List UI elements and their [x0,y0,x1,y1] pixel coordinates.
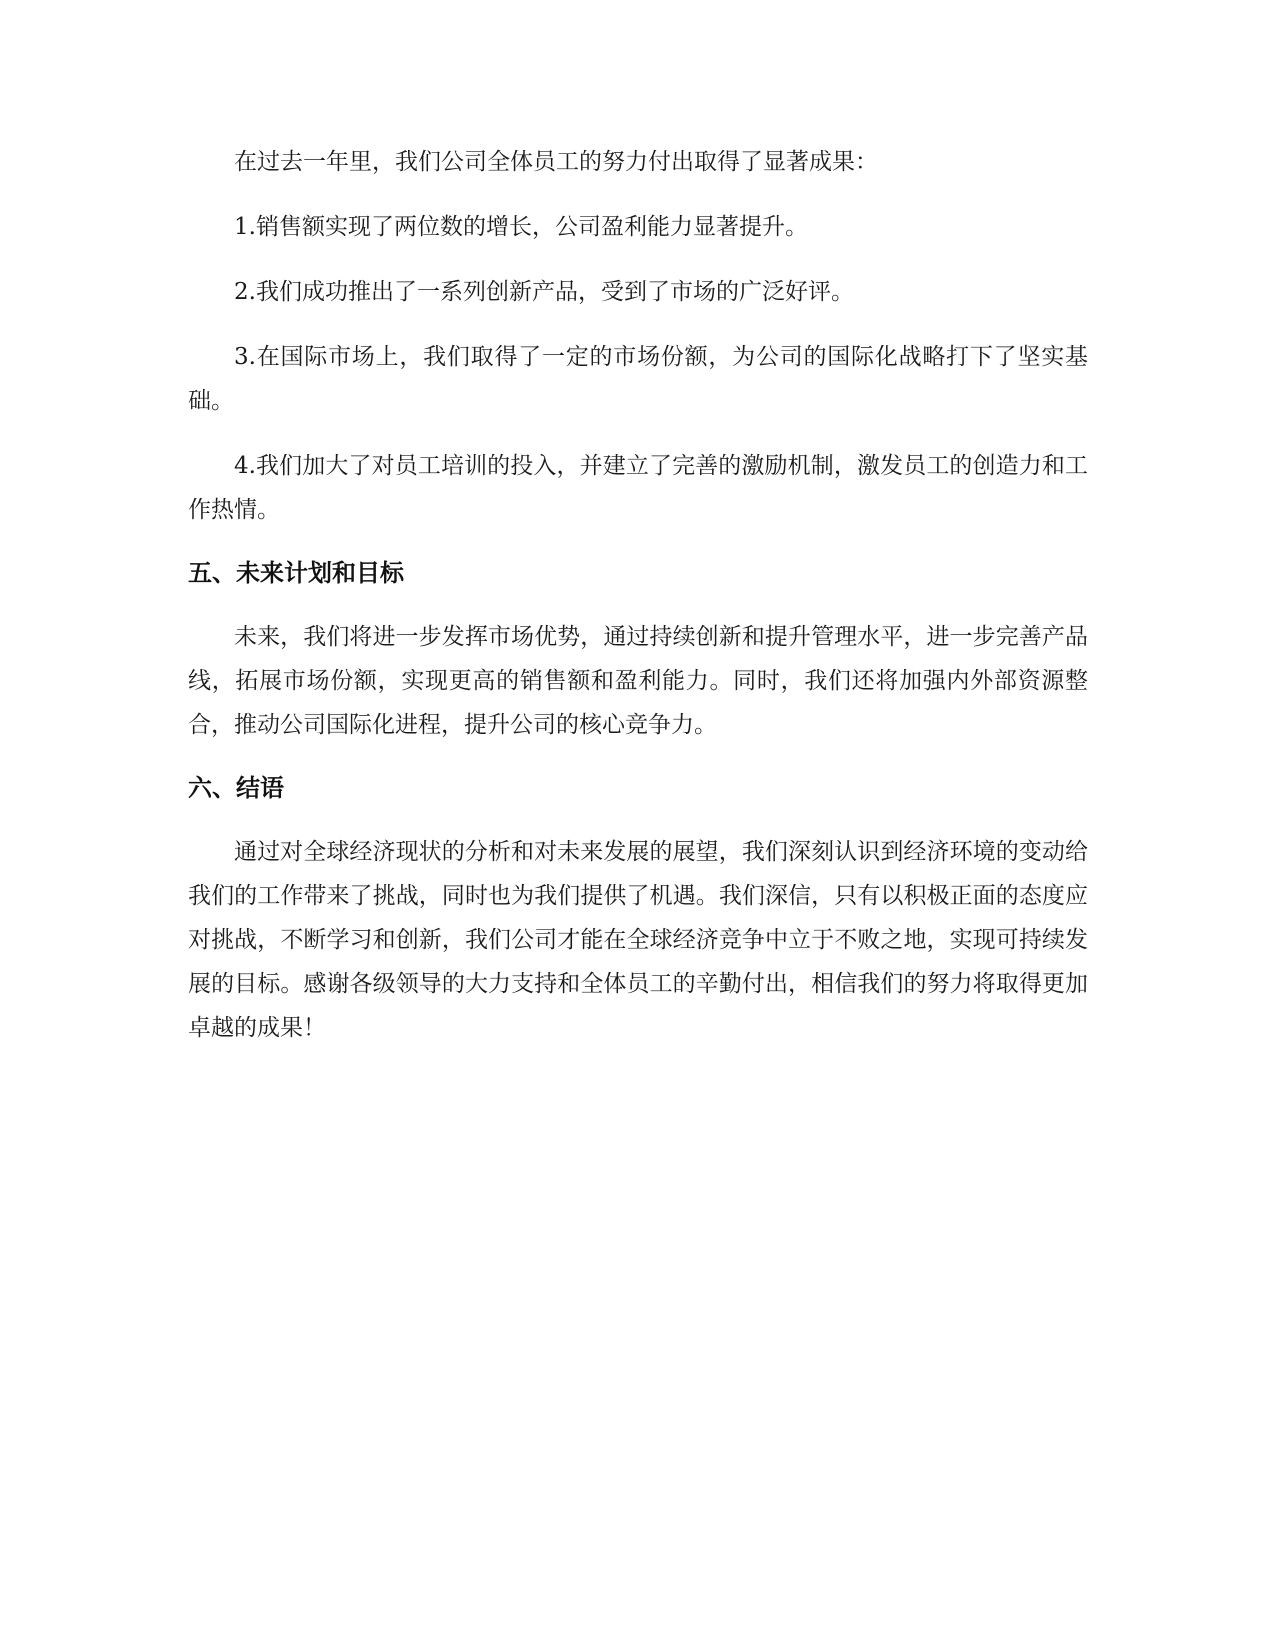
document-body [188,140,1088,1071]
achievement-item-4: 4.我们加大了对员工培训的投入，并建立了完善的激励机制，激发员工的创造力和工作热情。 [188,453,1088,523]
section-heading-future-plans: 五、未来计划和目标 [188,559,404,587]
intro-paragraph: 在过去一年里，我们公司全体员工的努力付出取得了显著成果： [234,149,878,175]
section-heading-conclusion: 六、结语 [188,774,284,802]
conclusion-paragraph: 通过对全球经济现状的分析和对未来发展的展望，我们深刻认识到经济环境的变动给我们的工作带来了挑战，同时也为我们提供了机遇。我们深信，只有以积极正面的态度应对挑战，不断学习和创新，我们公司才能在全球经济竞争中立于不败之地，实现可持续发展的目标。感谢各级领导的大力支持和全体员工的辛勤付出，相信我们的努力将取得更加卓越的成果！ [188,839,1088,1041]
achievement-item-2: 2.我们成功推出了一系列创新产品，受到了市场的广泛好评。 [234,279,854,305]
achievement-item-1: 1.销售额实现了两位数的增长，公司盈利能力显著提升。 [234,214,808,240]
achievement-item-3: 3.在国际市场上，我们取得了一定的市场份额，为公司的国际化战略打下了坚实基础。 [188,344,1088,414]
future-plans-paragraph: 未来，我们将进一步发挥市场优势，通过持续创新和提升管理水平，进一步完善产品线，拓展市场份额，实现更高的销售额和盈利能力。同时，我们还将加强内外部资源整合，推动公司国际化进程，提升公司的核心竞争力。 [188,624,1088,738]
